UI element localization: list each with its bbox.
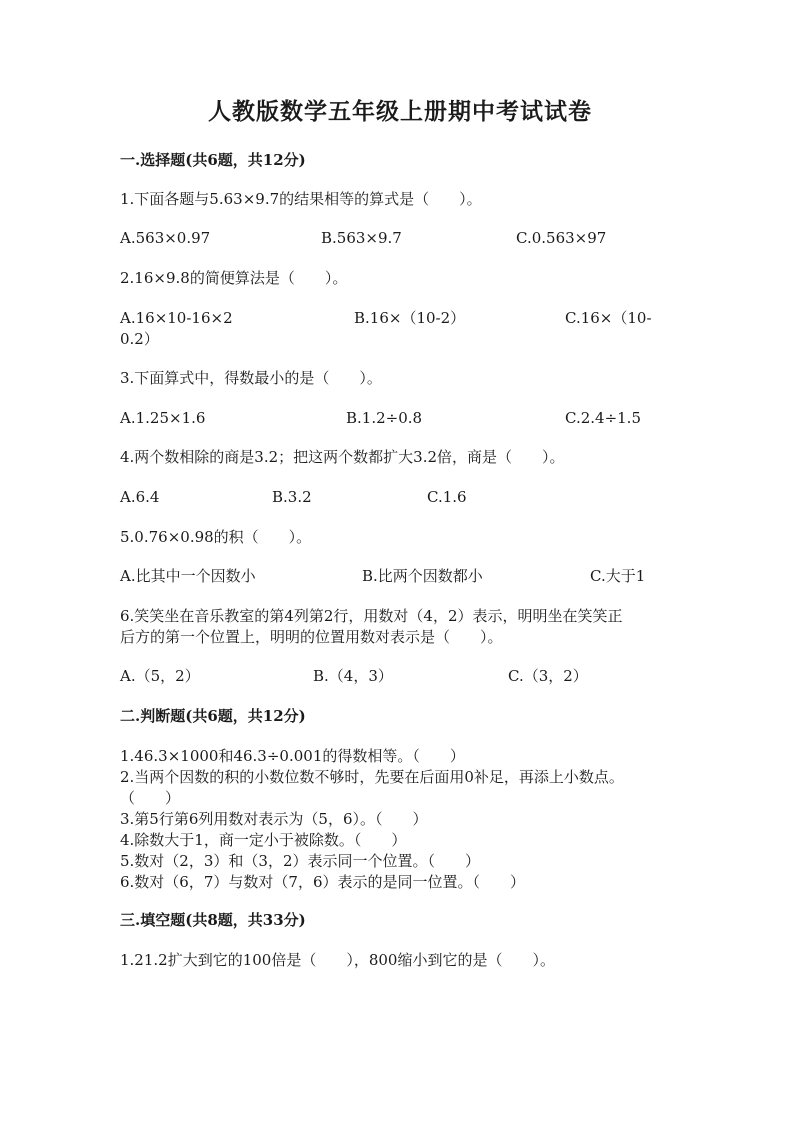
option-c: C.2.4÷1.5	[565, 409, 641, 427]
tf-item: 3.第5行第6列用数对表示为（5，6）。（ ）	[120, 810, 428, 828]
option-c: C.0.563×97	[516, 229, 607, 247]
option-a: A.比其中一个因数小	[120, 567, 256, 585]
question-stem: 1.21.2扩大到它的100倍是（ ），800缩小到它的是（ ）。	[120, 951, 555, 969]
section-heading-true-false: 二.判断题(共6题，共12分)	[120, 707, 306, 725]
question-stem-line2: 后方的第一个位置上，明明的位置用数对表示是（ ）。	[120, 628, 503, 646]
tf-item: 4.除数大于1，商一定小于被除数。（ ）	[120, 831, 407, 849]
option-b: B.16×（10-2）	[354, 309, 466, 327]
question-stem: 1.下面各题与5.63×9.7的结果相等的算式是（ ）。	[120, 190, 482, 208]
exam-title: 人教版数学五年级上册期中考试试卷	[208, 98, 592, 125]
tf-item: 6.数对（6，7）与数对（7，6）表示的是同一位置。（ ）	[120, 873, 525, 891]
option-c: C.1.6	[427, 488, 467, 506]
tf-item: 5.数对（2，3）和（3，2）表示同一个位置。（ ）	[120, 852, 480, 870]
option-a: A.6.4	[120, 488, 160, 506]
option-a: A.1.25×1.6	[120, 409, 206, 427]
question-stem: 3.下面算式中，得数最小的是（ ）。	[120, 369, 382, 387]
option-c: C.16×（10-	[565, 309, 652, 327]
option-c-continued: 0.2）	[120, 330, 159, 348]
tf-item-continued: （ ）	[120, 789, 181, 807]
section-heading-fill-blank: 三.填空题(共8题，共33分)	[120, 911, 306, 929]
tf-item: 2.当两个因数的积的小数位数不够时，先要在后面用0补足，再添上小数点。	[120, 768, 624, 786]
question-stem-line1: 6.笑笑坐在音乐教室的第4列第2行，用数对（4，2）表示，明明坐在笑笑正	[120, 607, 623, 625]
question-stem: 4.两个数相除的商是3.2；把这两个数都扩大3.2倍，商是（ ）。	[120, 448, 565, 466]
section-heading-choice: 一.选择题(共6题，共12分)	[120, 151, 306, 169]
option-b: B.比两个因数都小	[362, 567, 483, 585]
option-a: A.（5，2）	[120, 667, 200, 685]
tf-item: 1.46.3×1000和46.3÷0.001的得数相等。（ ）	[120, 747, 465, 765]
option-c: C.大于1	[590, 567, 646, 585]
option-a: A.563×0.97	[120, 229, 211, 247]
option-b: B.3.2	[272, 488, 312, 506]
question-stem: 2.16×9.8的简便算法是（ ）。	[120, 269, 348, 287]
option-b: B.（4，3）	[313, 667, 393, 685]
question-stem: 5.0.76×0.98的积（ ）。	[120, 528, 312, 546]
option-b: B.1.2÷0.8	[346, 409, 423, 427]
option-a: A.16×10-16×2	[120, 309, 233, 327]
option-c: C.（3，2）	[508, 667, 588, 685]
option-b: B.563×9.7	[321, 229, 402, 247]
